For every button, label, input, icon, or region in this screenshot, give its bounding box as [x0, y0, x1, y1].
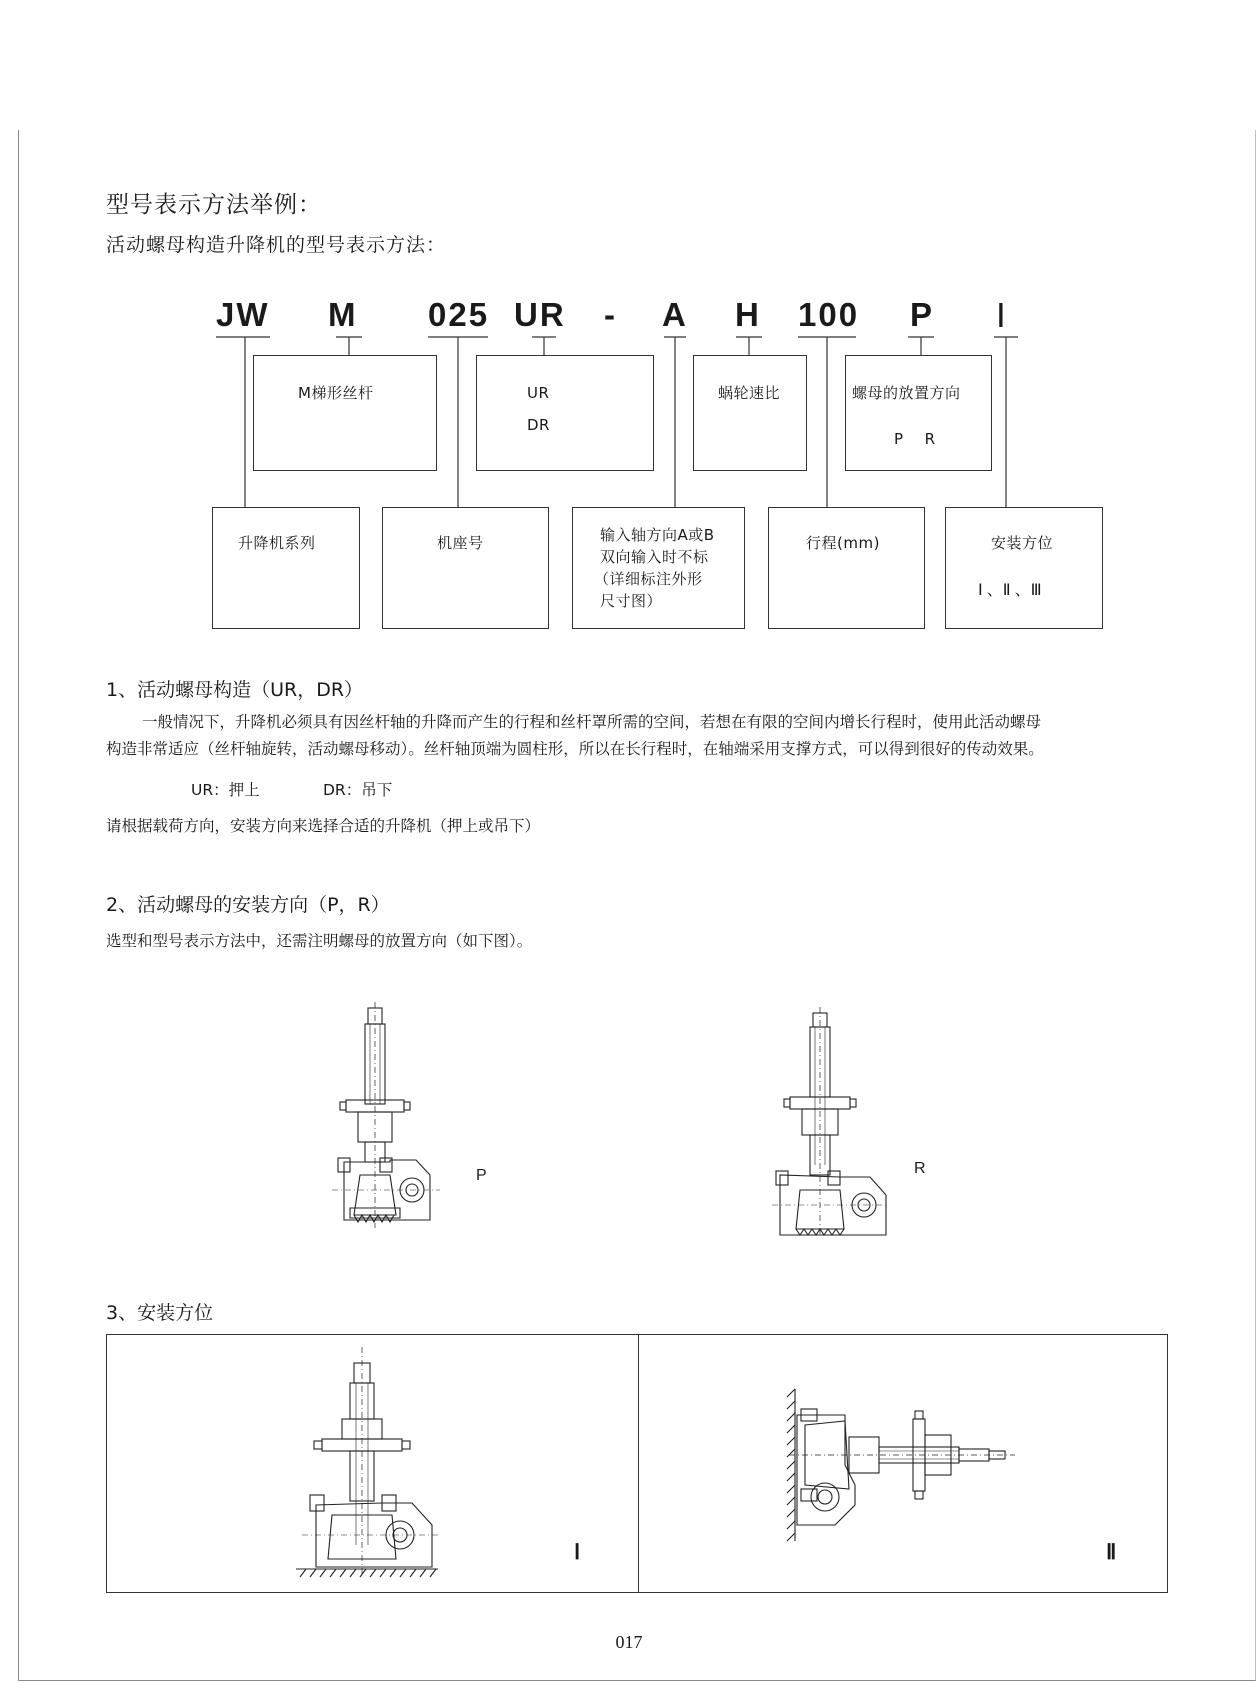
code-jw: JW — [216, 296, 270, 333]
box-input-line4: 尺寸图） — [600, 592, 663, 610]
figure-mount-2 — [785, 1385, 1020, 1545]
figure-mount-1-label: Ⅰ — [574, 1540, 581, 1564]
box-input-line3: （详细标注外形 — [594, 570, 703, 588]
box-input-line2: 双向输入时不标 — [600, 548, 709, 566]
box-stroke — [768, 507, 925, 629]
dr-label: DR：吊下 — [323, 781, 393, 799]
box-mount-label: 安装方位 — [991, 534, 1054, 552]
box-worm-label: 蜗轮速比 — [718, 384, 781, 402]
box-screw-label: M梯形丝杆 — [298, 384, 374, 402]
figure-nut-p — [330, 1000, 450, 1230]
box-nut-dir-label: 螺母的放置方向 — [852, 384, 961, 402]
box-series — [212, 507, 360, 629]
box-input-direction — [572, 507, 745, 629]
box-dr-label: DR — [527, 416, 550, 434]
box-frame-no — [382, 507, 549, 629]
box-worm-ratio — [693, 355, 807, 471]
code-dash: - — [604, 296, 617, 333]
box-screw-type — [253, 355, 437, 471]
figure-mount-2-label: Ⅱ — [1106, 1540, 1117, 1564]
figure-p-label: P — [476, 1167, 487, 1184]
code-025: 025 — [428, 296, 490, 333]
box-mount-position — [945, 507, 1103, 629]
section2-heading: 2、活动螺母的安装方向（P，R） — [106, 894, 390, 916]
page-subtitle: 活动螺母构造升降机的型号表示方法： — [106, 234, 447, 256]
box-nut-direction — [845, 355, 992, 471]
box-series-label: 升降机系列 — [238, 534, 316, 552]
code-m: M — [328, 296, 358, 333]
box-nut-opts-label: P R — [894, 430, 936, 448]
code-100: 100 — [798, 296, 860, 333]
code-a: A — [662, 296, 688, 333]
section2-text: 选型和型号表示方法中，还需注明螺母的放置方向（如下图）。 — [106, 932, 533, 950]
box-ur-dr — [476, 355, 654, 471]
section1-heading: 1、活动螺母构造（UR，DR） — [106, 679, 364, 701]
code-roman: Ⅰ — [996, 299, 1008, 335]
code-p: P — [910, 296, 935, 333]
figure-mount-1 — [292, 1345, 442, 1580]
code-h: H — [735, 296, 761, 333]
box-input-line1: 输入轴方向A或B — [600, 526, 715, 544]
box-mount-opts: Ⅰ 、Ⅱ 、Ⅲ — [978, 582, 1042, 599]
figure-nut-r — [770, 1005, 890, 1240]
ur-label: UR：押上 — [191, 781, 260, 799]
section1-line1: 一般情况下，升降机必须具有因丝杆轴的升降而产生的行程和丝杆罩所需的空间，若想在有限的空间内增长行程时，使用此活动螺母 — [142, 713, 1042, 731]
box-ur-label: UR — [527, 384, 550, 402]
figure-r-label: R — [914, 1160, 926, 1177]
section1-line2: 构造非常适应（丝杆轴旋转，活动螺母移动）。丝杆轴顶端为圆柱形，所以在长行程时，在轴端采用支撑方式，可以得到很好的传动效果。 — [106, 740, 1044, 758]
box-frame-label: 机座号 — [437, 534, 484, 552]
page-number: 017 — [615, 1632, 643, 1652]
section3-heading: 3、安装方位 — [106, 1302, 214, 1324]
page-title: 型号表示方法举例： — [106, 192, 322, 218]
code-ur: UR — [514, 296, 566, 333]
table-divider — [638, 1335, 639, 1592]
box-stroke-label: 行程(mm) — [806, 534, 880, 552]
section1-note: 请根据载荷方向，安装方向来选择合适的升降机（押上或吊下） — [106, 817, 541, 835]
